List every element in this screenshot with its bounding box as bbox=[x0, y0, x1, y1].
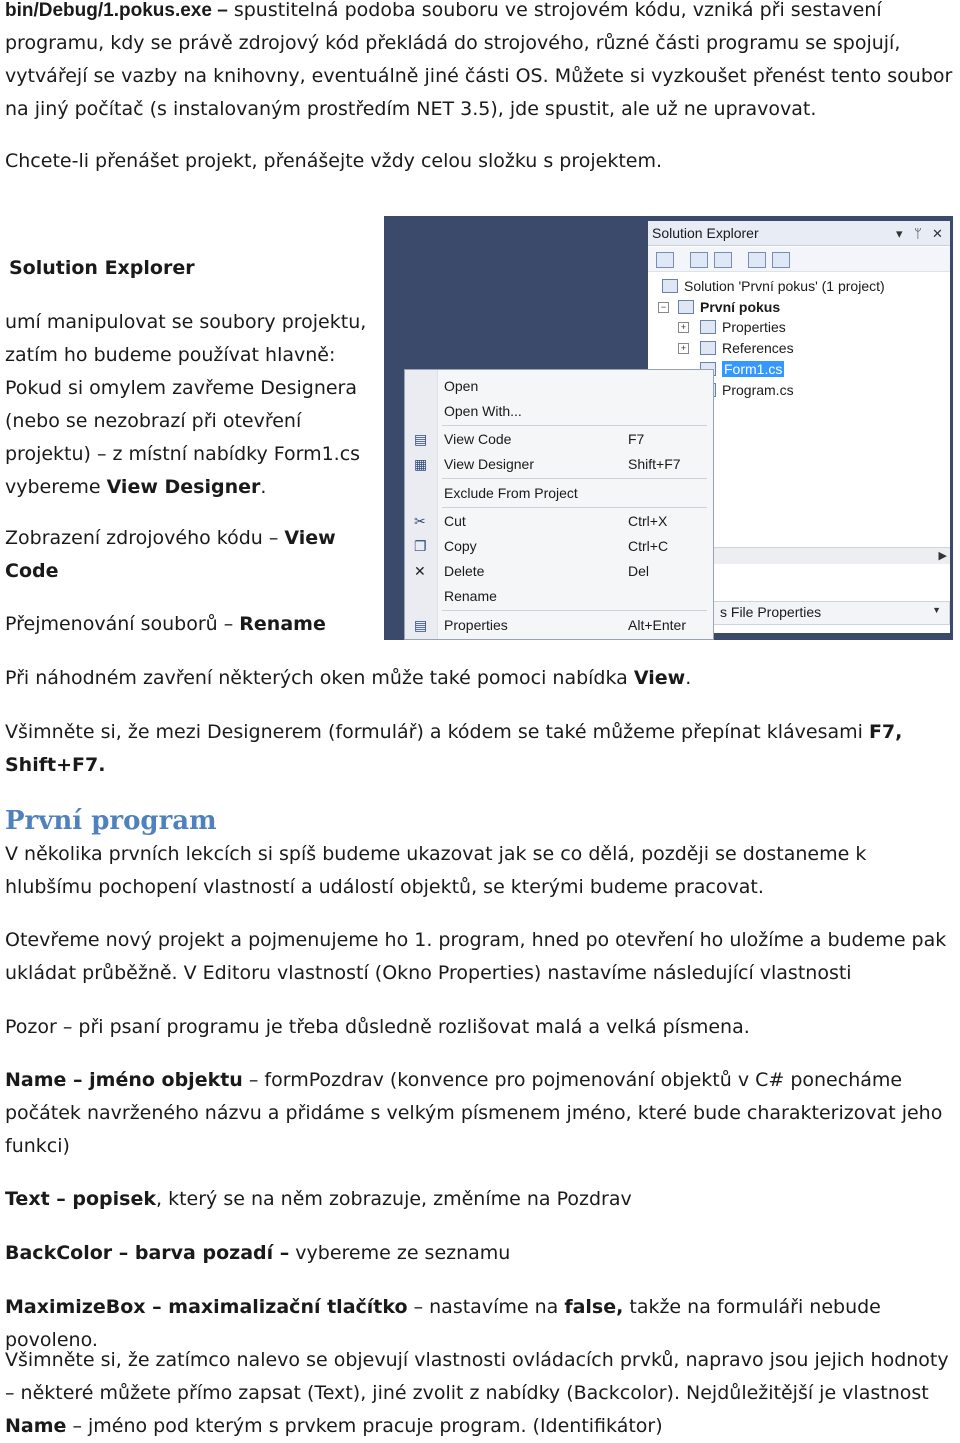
property-name bbox=[5, 1064, 955, 1163]
tree-program[interactable]: Program.cs bbox=[722, 382, 794, 398]
view-designer-icon[interactable] bbox=[772, 252, 790, 268]
shortcut-copy: Ctrl+C bbox=[628, 538, 669, 554]
name-term: Name – jméno objektu bbox=[5, 1069, 243, 1091]
references-icon bbox=[700, 341, 716, 355]
cut-icon: ✂ bbox=[414, 513, 426, 529]
copy-note: Chcete-li přenášet projekt, přenášejte vždy celou složku s projektem. bbox=[5, 150, 663, 172]
closing-note bbox=[5, 1344, 955, 1443]
maximizebox-desc: takže na formuláři nebude povoleno. bbox=[5, 1296, 881, 1351]
menu-gutter bbox=[405, 370, 438, 639]
text-term: Text – popisek bbox=[5, 1188, 156, 1210]
menu-item-open[interactable]: Open bbox=[444, 378, 479, 394]
shortcut-delete: Del bbox=[628, 563, 650, 579]
rename-term: Rename bbox=[239, 613, 326, 635]
backcolor-desc: vybereme ze seznamu bbox=[289, 1242, 511, 1264]
name-keyword: Name bbox=[5, 1415, 67, 1437]
text-desc: , který se na něm zobrazuje, změníme na Pozdrav bbox=[156, 1188, 632, 1210]
closing-end: – jméno pod kterým s prvkem pracuje program. (Identifikátor) bbox=[66, 1415, 663, 1437]
view-menu-text: Při náhodném zavření některých oken může také pomoci nabídka bbox=[5, 667, 634, 689]
desc-end: . bbox=[260, 476, 267, 498]
panel-title: Solution Explorer bbox=[648, 221, 950, 246]
expand-icon[interactable]: + bbox=[678, 322, 689, 333]
case-warning: Pozor – při psaní programu je třeba důsledně rozlišovat malá a velká písmena. bbox=[5, 1016, 750, 1038]
maximizebox-mid: – nastavíme na bbox=[407, 1296, 565, 1318]
tree-properties[interactable]: Properties bbox=[722, 319, 786, 335]
desc-text: umí manipulovat se soubory projektu, zatím ho budeme používat hlavně: Pokud si omylem zavřeme Designera (nebo se nezobrazí při otevření projektu) – z místní nabídky Form1.cs vybereme bbox=[5, 311, 367, 498]
pin-icon[interactable]: ᛘ bbox=[914, 226, 922, 241]
project-icon bbox=[678, 300, 694, 314]
dropdown-icon[interactable]: ▾ bbox=[896, 226, 903, 241]
code-text: Zobrazení zdrojového kódu – bbox=[5, 527, 285, 549]
folder-icon bbox=[700, 320, 716, 334]
delete-icon: ✕ bbox=[414, 563, 426, 579]
menu-item-view-designer[interactable]: View Designer bbox=[444, 456, 535, 472]
properties-icon: ▤ bbox=[414, 617, 428, 633]
solution-icon bbox=[662, 279, 678, 293]
view-end: . bbox=[685, 667, 692, 689]
tree-solution[interactable]: Solution 'První pokus' (1 project) bbox=[684, 278, 885, 294]
name-desc: – formPozdrav (konvence pro pojmenování objektů v C# ponecháme počátek navrženého názvu a přidáme s velkým písmenem jméno, které bude charakterizovat jeho funkci) bbox=[5, 1069, 943, 1157]
menu-item-open-with[interactable]: Open With... bbox=[444, 403, 522, 419]
context-menu bbox=[404, 369, 714, 640]
solution-explorer-screenshot bbox=[384, 216, 953, 640]
section-title: První program bbox=[5, 806, 217, 836]
intro-text: spustitelná podoba souboru ve strojovém kódu, vzniká při sestavení programu, kdy se právě zdrojový kód překládá do strojového, různé části programu se spojují, vytvářejí se vazby na knihovny, eventuálně jiné části OS. Můžete si vyzkoušet přenést tento soubor na jiný počítač (s instalovaným prostředím NET 3.5), jde spustit, ale už ne upravovat. bbox=[5, 0, 953, 120]
switch-note bbox=[5, 716, 905, 782]
close-icon[interactable]: ✕ bbox=[932, 226, 943, 241]
menu-item-rename[interactable]: Rename bbox=[444, 588, 497, 604]
show-all-files-icon[interactable] bbox=[690, 252, 708, 268]
menu-separator bbox=[442, 478, 707, 479]
view-designer-term: View Designer bbox=[106, 476, 261, 498]
tree-references[interactable]: References bbox=[722, 340, 794, 356]
shortcut-view-designer: Shift+F7 bbox=[628, 456, 681, 472]
menu-separator bbox=[442, 425, 707, 426]
panel-toolbar bbox=[648, 247, 950, 272]
heading-text: Solution Explorer bbox=[9, 257, 195, 279]
view-designer-icon: ▦ bbox=[414, 456, 428, 472]
menu-item-cut[interactable]: Cut bbox=[444, 513, 466, 529]
rename-note bbox=[5, 608, 375, 641]
tree-project[interactable]: První pokus bbox=[700, 299, 781, 315]
properties-bar-label: s File Properties bbox=[720, 604, 822, 620]
tree-form[interactable] bbox=[722, 359, 784, 379]
properties-icon[interactable] bbox=[656, 252, 674, 268]
maximizebox-term: MaximizeBox – maximalizační tlačítko bbox=[5, 1296, 408, 1318]
backcolor-term: BackColor – barva pozadí – bbox=[5, 1242, 290, 1264]
shortcut-cut: Ctrl+X bbox=[628, 513, 668, 529]
view-code-term: View Code bbox=[5, 527, 336, 582]
solution-explorer-desc bbox=[5, 306, 375, 504]
view-code-icon[interactable] bbox=[748, 252, 766, 268]
view-code-note bbox=[5, 522, 365, 588]
false-term: false, bbox=[564, 1296, 624, 1318]
property-text bbox=[5, 1183, 955, 1216]
view-code-icon: ▤ bbox=[414, 431, 428, 447]
shortcut-term: F7, Shift+F7. bbox=[5, 721, 903, 776]
menu-item-copy[interactable]: Copy bbox=[444, 538, 477, 554]
section-intro: V několika prvních lekcích si spíš budeme ukazovat jak se co dělá, později se dostaneme k hlubšímu pochopení vlastností a událostí objektů, se kterými budeme pracovat. bbox=[5, 843, 867, 898]
scroll-right-icon[interactable]: ▶ bbox=[938, 550, 947, 562]
menu-item-view-code[interactable]: View Code bbox=[444, 431, 512, 447]
menu-separator bbox=[442, 507, 707, 508]
collapse-icon[interactable]: − bbox=[658, 302, 669, 313]
menu-item-properties[interactable]: Properties bbox=[444, 617, 508, 633]
intro-paragraph bbox=[5, 0, 955, 126]
exe-path: bin/Debug/1.pokus.exe – bbox=[5, 0, 228, 21]
menu-separator bbox=[442, 610, 707, 611]
expand-icon[interactable]: + bbox=[678, 343, 689, 354]
selected-form-label[interactable]: Form1.cs bbox=[724, 361, 783, 377]
refresh-icon[interactable] bbox=[714, 252, 732, 268]
shortcut-view-code: F7 bbox=[628, 431, 645, 447]
rename-text: Přejmenování souborů – bbox=[5, 613, 240, 635]
view-menu-note bbox=[5, 662, 955, 695]
closing-text: Všimněte si, že zatímco nalevo se objevují vlastnosti ovládacích prvků, napravo jsou jejich hodnoty – některé můžete přímo zapsat (Text), jiné zvolit z nabídky (Backcolor). Nejdůležitější je vlastnost bbox=[5, 1349, 949, 1404]
menu-item-exclude[interactable]: Exclude From Project bbox=[444, 485, 578, 501]
shortcut-properties: Alt+Enter bbox=[628, 617, 686, 633]
solution-explorer-heading bbox=[9, 252, 379, 285]
property-backcolor bbox=[5, 1237, 955, 1270]
copy-icon: ❐ bbox=[414, 538, 427, 554]
view-term: View bbox=[633, 667, 686, 689]
menu-item-delete[interactable]: Delete bbox=[444, 563, 485, 579]
new-project-note: Otevřeme nový projekt a pojmenujeme ho 1. program, hned po otevření ho uložíme a budeme pak ukládat průběžně. V Editoru vlastností (Okno Properties) nastavíme následující vlastnosti bbox=[5, 929, 947, 984]
dropdown-icon[interactable]: ▼ bbox=[932, 605, 941, 615]
switch-text: Všimněte si, že mezi Designerem (formulář) a kódem se také můžeme přepínat klávesami bbox=[5, 721, 869, 743]
